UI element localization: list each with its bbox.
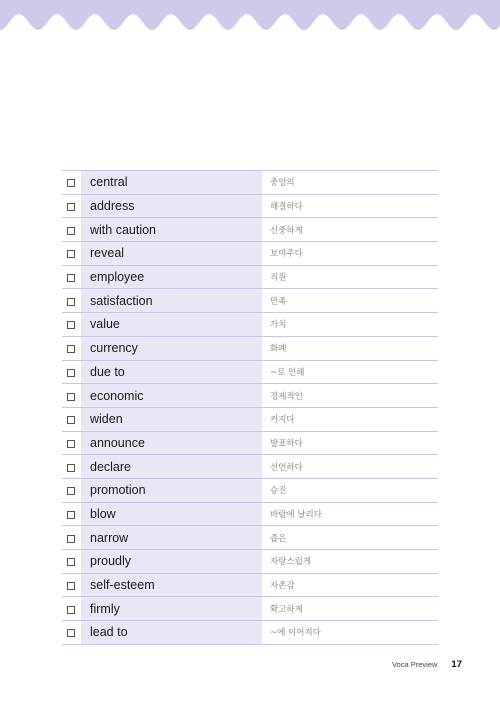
- vocab-word: with caution: [81, 218, 263, 242]
- checkbox-cell: [62, 526, 81, 550]
- vocab-row: [62, 502, 438, 526]
- vocab-word: firmly: [81, 597, 263, 621]
- vocab-word: satisfaction: [81, 289, 263, 313]
- page-number: 17: [451, 659, 462, 670]
- vocab-row: [62, 242, 438, 266]
- vocab-row: [62, 478, 438, 502]
- checkbox-cell: [62, 171, 81, 195]
- vocab-word: declare: [81, 455, 263, 479]
- vocab-word: central: [81, 171, 263, 195]
- checkbox-cell: [62, 621, 81, 645]
- vocab-word: address: [81, 194, 263, 218]
- vocab-meaning: 승진: [262, 478, 438, 502]
- vocab-meaning: 발표하다: [262, 431, 438, 455]
- vocab-meaning: 화폐: [262, 336, 438, 360]
- checkbox-icon[interactable]: [67, 440, 75, 448]
- vocabulary-table: [62, 170, 438, 645]
- checkbox-cell: [62, 407, 81, 431]
- vocab-word: reveal: [81, 242, 263, 266]
- vocab-row: [62, 218, 438, 242]
- vocab-meaning: 해결하다: [262, 194, 438, 218]
- vocab-word: proudly: [81, 550, 263, 574]
- checkbox-cell: [62, 242, 81, 266]
- vocab-row: [62, 573, 438, 597]
- vocab-meaning: 만족: [262, 289, 438, 313]
- checkbox-icon[interactable]: [67, 369, 75, 377]
- vocab-row: [62, 431, 438, 455]
- vocab-row: [62, 550, 438, 574]
- checkbox-icon[interactable]: [67, 487, 75, 495]
- checkbox-icon[interactable]: [67, 629, 75, 637]
- vocab-row: [62, 313, 438, 337]
- checkbox-icon[interactable]: [67, 274, 75, 282]
- vocab-word: widen: [81, 407, 263, 431]
- checkbox-icon[interactable]: [67, 535, 75, 543]
- checkbox-icon[interactable]: [67, 393, 75, 401]
- checkbox-icon[interactable]: [67, 582, 75, 590]
- checkbox-cell: [62, 478, 81, 502]
- checkbox-icon[interactable]: [67, 298, 75, 306]
- checkbox-icon[interactable]: [67, 558, 75, 566]
- vocab-row: [62, 455, 438, 479]
- checkbox-icon[interactable]: [67, 250, 75, 258]
- vocab-row: [62, 407, 438, 431]
- vocab-meaning: 자랑스럽게: [262, 550, 438, 574]
- vocab-meaning: ~로 인해: [262, 360, 438, 384]
- vocab-row: [62, 526, 438, 550]
- checkbox-icon[interactable]: [67, 511, 75, 519]
- vocab-row: [62, 621, 438, 645]
- vocab-word: employee: [81, 265, 263, 289]
- vocab-row: [62, 289, 438, 313]
- vocab-meaning: ~에 이어지다: [262, 621, 438, 645]
- vocab-word: self-esteem: [81, 573, 263, 597]
- checkbox-icon[interactable]: [67, 203, 75, 211]
- checkbox-cell: [62, 550, 81, 574]
- checkbox-icon[interactable]: [67, 345, 75, 353]
- checkbox-icon[interactable]: [67, 416, 75, 424]
- checkbox-cell: [62, 313, 81, 337]
- checkbox-icon[interactable]: [67, 606, 75, 614]
- checkbox-cell: [62, 194, 81, 218]
- checkbox-cell: [62, 384, 81, 408]
- vocab-meaning: 좁은: [262, 526, 438, 550]
- vocab-word: narrow: [81, 526, 263, 550]
- checkbox-icon[interactable]: [67, 179, 75, 187]
- vocab-row: [62, 336, 438, 360]
- vocab-meaning: 자존감: [262, 573, 438, 597]
- vocab-row: [62, 171, 438, 195]
- vocab-word: promotion: [81, 478, 263, 502]
- vocab-row: [62, 360, 438, 384]
- checkbox-cell: [62, 573, 81, 597]
- vocab-meaning: 직원: [262, 265, 438, 289]
- checkbox-icon[interactable]: [67, 227, 75, 235]
- vocab-word: due to: [81, 360, 263, 384]
- checkbox-icon[interactable]: [67, 321, 75, 329]
- vocab-meaning: 경제적인: [262, 384, 438, 408]
- vocab-word: currency: [81, 336, 263, 360]
- checkbox-cell: [62, 597, 81, 621]
- vocab-meaning: 확고하게: [262, 597, 438, 621]
- vocab-word: value: [81, 313, 263, 337]
- vocab-word: blow: [81, 502, 263, 526]
- vocab-word: lead to: [81, 621, 263, 645]
- vocab-row: [62, 265, 438, 289]
- vocab-meaning: 중앙의: [262, 171, 438, 195]
- vocab-meaning: 선언하다: [262, 455, 438, 479]
- vocab-meaning: 바람에 날리다: [262, 502, 438, 526]
- vocab-row: [62, 597, 438, 621]
- checkbox-cell: [62, 218, 81, 242]
- vocab-meaning: 커지다: [262, 407, 438, 431]
- checkbox-cell: [62, 431, 81, 455]
- checkbox-cell: [62, 265, 81, 289]
- vocab-meaning: 가치: [262, 313, 438, 337]
- checkbox-cell: [62, 360, 81, 384]
- checkbox-cell: [62, 455, 81, 479]
- page-footer: [392, 659, 462, 670]
- vocab-meaning: 신중하게: [262, 218, 438, 242]
- checkbox-icon[interactable]: [67, 464, 75, 472]
- footer-label: Voca Preview: [391, 660, 438, 669]
- vocab-row: [62, 194, 438, 218]
- checkbox-cell: [62, 336, 81, 360]
- vocab-word: announce: [81, 431, 263, 455]
- checkbox-cell: [62, 289, 81, 313]
- vocab-row: [62, 384, 438, 408]
- vocab-meaning: 보여주다: [262, 242, 438, 266]
- checkbox-cell: [62, 502, 81, 526]
- vocab-word: economic: [81, 384, 263, 408]
- wave-header-decoration: [0, 0, 500, 40]
